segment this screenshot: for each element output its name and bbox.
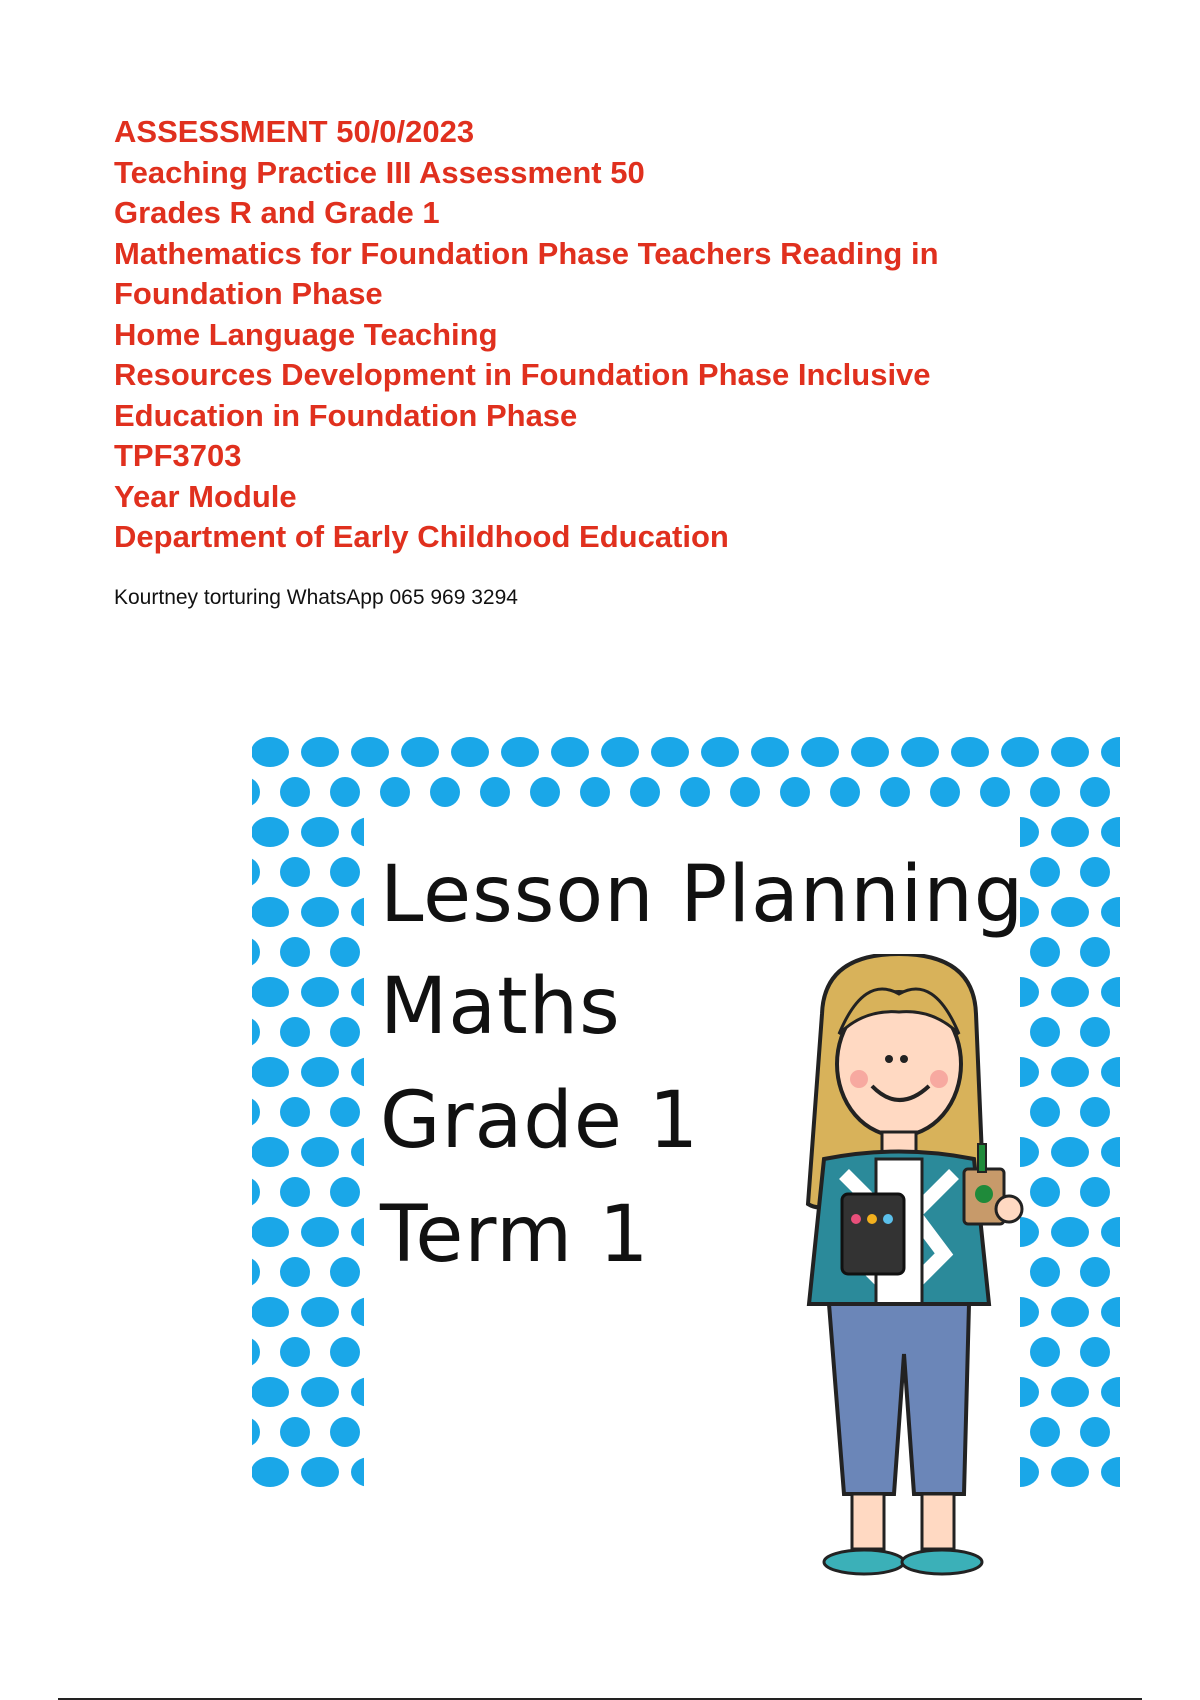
- border-dot: [252, 1337, 260, 1367]
- border-dot: [252, 1217, 289, 1247]
- contact-info: Kourtney torturing WhatsApp 065 969 3294: [114, 586, 518, 609]
- border-dot: [330, 777, 360, 807]
- border-dot: [301, 737, 339, 767]
- assessment-heading: [114, 112, 1114, 558]
- border-dot: [301, 1137, 339, 1167]
- border-dot: [1101, 1057, 1120, 1087]
- border-dot: [1030, 777, 1060, 807]
- border-dot: [1051, 1137, 1089, 1167]
- border-dot: [1101, 1297, 1120, 1327]
- border-dot: [1101, 977, 1120, 1007]
- module-code: TPF3703: [114, 438, 242, 473]
- border-dot: [330, 1177, 360, 1207]
- border-dot: [701, 737, 739, 767]
- module-duration: Year Module: [114, 478, 297, 514]
- border-dot: [1101, 897, 1120, 927]
- border-dot: [680, 777, 710, 807]
- border-dot: [301, 817, 339, 847]
- border-dot: [1080, 1097, 1110, 1127]
- subject-line-4: Resources Development in Foundation Phase Inclusive: [114, 357, 931, 392]
- border-dot: [252, 1257, 260, 1287]
- border-dot: [780, 777, 810, 807]
- border-dot: [880, 777, 910, 807]
- border-dot: [1051, 1377, 1089, 1407]
- subject-line-2: Foundation Phase: [114, 276, 383, 311]
- border-dot: [1101, 1217, 1120, 1247]
- border-dot: [830, 777, 860, 807]
- border-dot: [280, 1017, 310, 1047]
- border-dot: [252, 1457, 289, 1487]
- border-dot: [1001, 737, 1039, 767]
- teacher-illustration-icon: [764, 954, 1044, 1594]
- subject-line-1: Mathematics for Foundation Phase Teachers Reading in: [114, 235, 939, 271]
- cover-title: Lesson Planning: [380, 850, 1025, 940]
- border-dot: [1101, 817, 1120, 847]
- border-dot: [1051, 1217, 1089, 1247]
- border-dot: [280, 857, 310, 887]
- border-dot: [351, 737, 389, 767]
- border-dot: [1080, 1017, 1110, 1047]
- border-dot: [252, 737, 289, 767]
- border-dot: [730, 777, 760, 807]
- border-dot: [301, 1377, 339, 1407]
- subject-line-5: Education in Foundation Phase: [114, 397, 578, 433]
- department-name: Department of Early Childhood Education: [114, 519, 729, 554]
- border-dot: [480, 777, 510, 807]
- border-dot: [980, 777, 1010, 807]
- border-dot: [401, 737, 439, 767]
- border-dot: [1051, 897, 1089, 927]
- border-dot: [280, 777, 310, 807]
- border-dot: [252, 1057, 289, 1087]
- border-dot: [951, 737, 989, 767]
- border-dot: [1080, 1417, 1110, 1447]
- cover-grade: Grade 1: [380, 1076, 700, 1166]
- border-dot: [280, 1337, 310, 1367]
- border-dot: [280, 1417, 310, 1447]
- border-dot: [551, 737, 589, 767]
- border-dot: [330, 1097, 360, 1127]
- border-dot: [252, 777, 260, 807]
- border-dot: [330, 1257, 360, 1287]
- border-dot: [301, 1457, 339, 1487]
- border-dot: [252, 1417, 260, 1447]
- border-dot: [252, 1097, 260, 1127]
- subject-line-3: Home Language Teaching: [114, 316, 498, 352]
- border-dot: [601, 737, 639, 767]
- cover-subject: Maths: [380, 962, 621, 1052]
- border-dot: [301, 897, 339, 927]
- border-dot: [330, 937, 360, 967]
- border-dot: [280, 937, 310, 967]
- border-dot: [301, 1297, 339, 1327]
- border-dot: [1080, 1337, 1110, 1367]
- border-dot: [1101, 1137, 1120, 1167]
- border-dot: [501, 737, 539, 767]
- border-dot: [252, 1297, 289, 1327]
- grades-line: Grades R and Grade 1: [114, 195, 440, 230]
- border-dot: [252, 1177, 260, 1207]
- border-dot: [330, 857, 360, 887]
- border-dot: [330, 1017, 360, 1047]
- border-dot: [280, 1177, 310, 1207]
- border-dot: [1080, 1257, 1110, 1287]
- border-dot: [301, 977, 339, 1007]
- border-dot: [330, 1337, 360, 1367]
- assessment-code: ASSESSMENT 50/0/2023: [114, 114, 475, 149]
- border-dot: [1051, 1057, 1089, 1087]
- border-dot: [1051, 737, 1089, 767]
- border-dot: [301, 1217, 339, 1247]
- border-dot: [430, 777, 460, 807]
- border-dot: [252, 1377, 289, 1407]
- border-dot: [1101, 737, 1120, 767]
- border-dot: [280, 1257, 310, 1287]
- border-dot: [751, 737, 789, 767]
- border-dot: [252, 817, 289, 847]
- border-dot: [252, 1017, 260, 1047]
- border-dot: [380, 777, 410, 807]
- border-dot: [1051, 1457, 1089, 1487]
- border-dot: [851, 737, 889, 767]
- border-dot: [330, 1417, 360, 1447]
- border-dot: [252, 1137, 289, 1167]
- border-dot: [1080, 937, 1110, 967]
- border-dot: [280, 1097, 310, 1127]
- border-dot: [1080, 1177, 1110, 1207]
- border-dot: [530, 777, 560, 807]
- border-dot: [301, 1057, 339, 1087]
- border-dot: [630, 777, 660, 807]
- border-dot: [930, 777, 960, 807]
- border-dot: [1101, 1457, 1120, 1487]
- border-dot: [580, 777, 610, 807]
- border-dot: [1051, 1297, 1089, 1327]
- border-dot: [901, 737, 939, 767]
- border-dot: [651, 737, 689, 767]
- border-dot: [252, 897, 289, 927]
- module-title: Teaching Practice III Assessment 50: [114, 154, 645, 190]
- border-dot: [1101, 1377, 1120, 1407]
- border-dot: [801, 737, 839, 767]
- cover-image: [252, 732, 1120, 1608]
- border-dot: [1051, 817, 1089, 847]
- border-dot: [1080, 857, 1110, 887]
- border-dot: [451, 737, 489, 767]
- border-dot: [252, 977, 289, 1007]
- border-dot: [1051, 977, 1089, 1007]
- border-dot: [252, 857, 260, 887]
- border-dot: [252, 937, 260, 967]
- cover-term: Term 1: [380, 1190, 650, 1280]
- border-dot: [1080, 777, 1110, 807]
- border-dot: [1030, 857, 1060, 887]
